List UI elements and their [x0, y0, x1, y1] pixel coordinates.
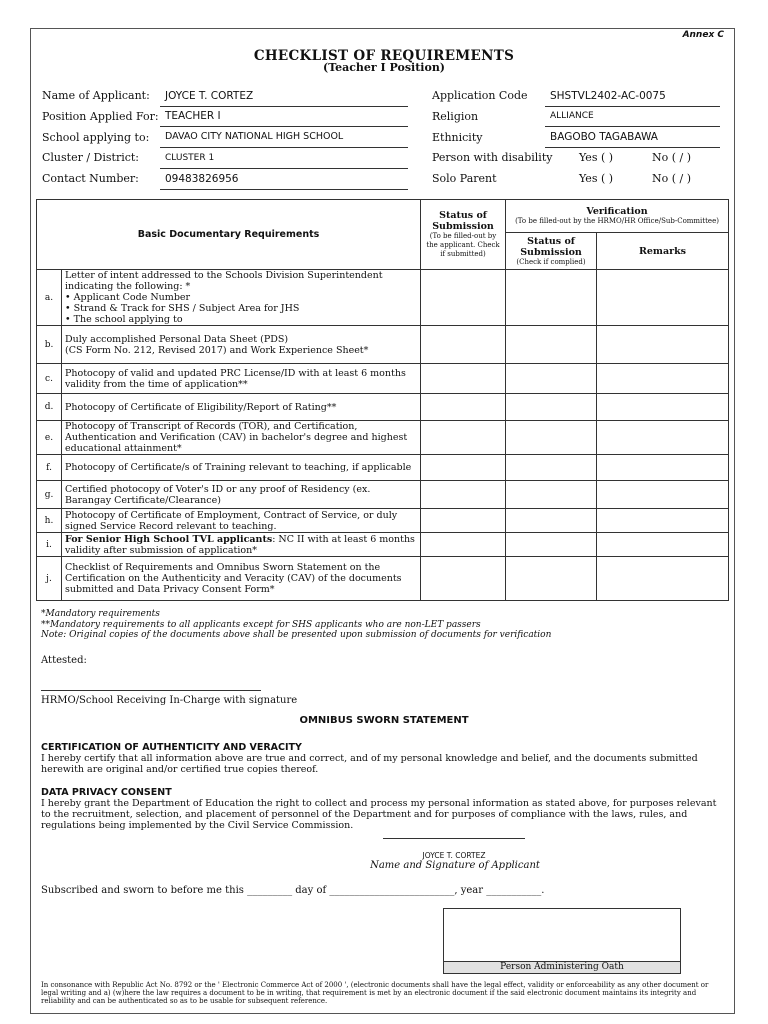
school-label: School applying to: [42, 131, 150, 144]
requirement-row [37, 421, 729, 455]
app-code-field[interactable]: SHSTVL2402-AC-0075 [545, 87, 720, 107]
requirement-letter: j. [37, 557, 62, 601]
sworn-statement-line: Subscribed and sworn to before me this _________ day of _________________________, year ___________. [41, 885, 545, 896]
requirement-letter: h. [37, 509, 62, 533]
remarks-header: Remarks [597, 233, 729, 270]
privacy-title: DATA PRIVACY CONSENT [41, 787, 172, 798]
v-status-header [506, 233, 597, 270]
status-cell[interactable] [421, 481, 506, 509]
requirement-row [37, 455, 729, 481]
verification-status-cell[interactable] [506, 421, 597, 455]
requirement-text: Photocopy of Certificate of Employment, Contract of Service, or duly signed Service Record relevant to teaching. [62, 509, 421, 533]
verification-status-cell[interactable] [506, 394, 597, 421]
religion-field[interactable]: ALLIANCE [545, 107, 720, 127]
verification-status-cell[interactable] [506, 509, 597, 533]
requirement-letter: i. [37, 533, 62, 557]
requirement-row [37, 509, 729, 533]
oath-label: Person Administering Oath [444, 961, 680, 973]
ethnicity-field[interactable]: BAGOBO TAGABAWA [545, 128, 720, 148]
name-field[interactable]: JOYCE T. CORTEZ [160, 87, 408, 107]
app-code-label: Application Code [432, 89, 528, 102]
v-status-header-label: Status of Submission [520, 235, 582, 258]
oath-box [443, 908, 681, 974]
position-field[interactable]: TEACHER I [160, 107, 408, 127]
solo-no-option[interactable]: No ( / ) [652, 172, 692, 185]
remarks-cell[interactable] [597, 394, 729, 421]
requirement-text: Photocopy of Certificate/s of Training relevant to teaching, if applicable [62, 455, 421, 481]
verification-status-cell[interactable] [506, 455, 597, 481]
pwd-no-option[interactable]: No ( / ) [652, 151, 692, 164]
requirement-text: Photocopy of Transcript of Records (TOR), and Certification, Authentication and Verification (CAV) in bachelor's degree and highest educational attainment* [62, 421, 421, 455]
certification-title: CERTIFICATION OF AUTHENTICITY AND VERACITY [41, 742, 302, 753]
verification-status-cell[interactable] [506, 481, 597, 509]
requirement-letter: g. [37, 481, 62, 509]
pwd-label: Person with disability [432, 151, 553, 164]
requirement-text: Checklist of Requirements and Omnibus Sworn Statement on the Certification on the Authenticity and Veracity (CAV) of the documents submitted and Data Privacy Consent Form* [62, 557, 421, 601]
solo-parent-label: Solo Parent [432, 172, 497, 185]
remarks-cell[interactable] [597, 533, 729, 557]
pwd-yes-option[interactable]: Yes ( ) [579, 151, 614, 164]
requirement-row [37, 481, 729, 509]
verification-header [506, 200, 729, 233]
page-title: CHECKLIST OF REQUIREMENTS [253, 48, 515, 64]
requirement-text: Photocopy of valid and updated PRC License/ID with at least 6 months validity from the time of application** [62, 364, 421, 394]
basic-requirements-header: Basic Documentary Requirements [37, 200, 421, 270]
verification-status-cell[interactable] [506, 270, 597, 326]
status-cell[interactable] [421, 455, 506, 481]
requirement-text-bold: For Senior High School TVL applicants [65, 533, 273, 545]
cluster-field[interactable]: CLUSTER 1 [160, 149, 408, 169]
solo-yes-option[interactable]: Yes ( ) [579, 172, 614, 185]
certification-text: I hereby certify that all information above are true and correct, and of my personal knowledge and belief, and the documents submitted herewith are original and/or certified true copies thereof. [41, 753, 698, 775]
status-header-note: (To be filled-out by the applicant. Check if submitted) [426, 232, 500, 258]
remarks-cell[interactable] [597, 326, 729, 364]
status-cell[interactable] [421, 421, 506, 455]
requirements-table [36, 199, 729, 601]
school-field[interactable]: DAVAO CITY NATIONAL HIGH SCHOOL [160, 128, 408, 148]
cluster-label: Cluster / District: [42, 151, 140, 164]
requirement-row [37, 394, 729, 421]
requirement-letter: d. [37, 394, 62, 421]
requirement-text: Photocopy of Certificate of Eligibility/Report of Rating** [62, 394, 421, 421]
status-header [421, 200, 506, 270]
name-label: Name of Applicant: [42, 89, 150, 102]
attested-label: Attested: [41, 655, 87, 666]
contact-label: Contact Number: [42, 172, 139, 185]
remarks-cell[interactable] [597, 270, 729, 326]
requirement-row [37, 364, 729, 394]
requirement-row [37, 557, 729, 601]
requirement-text-rest: : NC II with at least 6 months validity after submission of application* [65, 533, 415, 556]
privacy-text: I hereby grant the Department of Education the right to collect and process my personal information as stated above, for purposes relevant to the recruitment, selection, and placement of personnel of the Department and for purposes of compliance with the laws, rules, and regulations being implemented by the Civil Service Commission. [41, 798, 717, 831]
requirement-row [37, 533, 729, 557]
applicant-signature-name: JOYCE T. CORTEZ [422, 851, 486, 860]
verification-header-label: Verification [586, 206, 648, 217]
requirement-row [37, 270, 729, 326]
note-mandatory-all: **Mandatory requirements to all applicants except for SHS applicants who are non-LET passers [41, 619, 481, 630]
verification-status-cell[interactable] [506, 364, 597, 394]
table-notes [41, 609, 551, 641]
verification-status-cell[interactable] [506, 557, 597, 601]
applicant-signature-line [383, 838, 525, 839]
note-mandatory: *Mandatory requirements [41, 609, 160, 619]
religion-label: Religion [432, 110, 479, 123]
verification-status-cell[interactable] [506, 533, 597, 557]
remarks-cell[interactable] [597, 455, 729, 481]
remarks-cell[interactable] [597, 421, 729, 455]
hrmo-caption: HRMO/School Receiving In-Charge with signature [41, 695, 298, 706]
contact-field[interactable]: 09483826956 [160, 170, 408, 190]
status-cell[interactable] [421, 557, 506, 601]
requirement-letter: a. [37, 270, 62, 326]
status-cell[interactable] [421, 509, 506, 533]
remarks-cell[interactable] [597, 481, 729, 509]
requirement-text: Duly accomplished Personal Data Sheet (PDS) (CS Form No. 212, Revised 2017) and Work Experience Sheet* [62, 326, 421, 364]
status-cell[interactable] [421, 326, 506, 364]
remarks-cell[interactable] [597, 364, 729, 394]
requirement-text: Letter of intent addressed to the Schools Division Superintendent indicating the following: * • Applicant Code Number • Strand & Track for SHS / Subject Area for JHS • The school applying to [62, 270, 421, 326]
requirement-letter: f. [37, 455, 62, 481]
position-label: Position Applied For: [42, 110, 159, 123]
requirement-letter: e. [37, 421, 62, 455]
requirement-letter: b. [37, 326, 62, 364]
v-status-header-note: (Check if complied) [516, 257, 586, 266]
status-cell[interactable] [421, 270, 506, 326]
status-header-label: Status of Submission [432, 210, 494, 232]
requirement-row [37, 326, 729, 364]
status-cell[interactable] [421, 533, 506, 557]
verification-header-note: (To be filled-out by the HRMO/HR Office/Sub-Committee) [515, 217, 719, 225]
remarks-cell[interactable] [597, 509, 729, 533]
note-originals: Note: Original copies of the documents above shall be presented upon submission of documents for verification [41, 630, 552, 640]
applicant-signature-caption: Name and Signature of Applicant [370, 860, 540, 871]
footer-note: In consonance with Republic Act No. 8792 or the ' Electronic Commerce Act of 2000 ', (electronic documents shall have the legal effect, validity or enforceability as any other document or legal writing and a) (w)here the law requires a document to be in writing, that requirement is met by an electronic document if the said electronic document maintains its integrity and reliability and can be authenticated so as to be usable for subsequent reference. [41, 981, 709, 1005]
status-cell[interactable] [421, 364, 506, 394]
requirement-letter: c. [37, 364, 62, 394]
hrmo-signature-line [41, 690, 261, 691]
page-subtitle: (Teacher I Position) [322, 61, 446, 74]
requirement-text [62, 533, 421, 557]
remarks-cell[interactable] [597, 557, 729, 601]
verification-status-cell[interactable] [506, 326, 597, 364]
status-cell[interactable] [421, 394, 506, 421]
omnibus-title: OMNIBUS SWORN STATEMENT [299, 715, 469, 726]
requirement-text: Certified photocopy of Voter's ID or any proof of Residency (ex. Barangay Certificate/Clearance) [62, 481, 421, 509]
ethnicity-label: Ethnicity [432, 131, 483, 144]
annex-label: Annex C [682, 30, 724, 40]
